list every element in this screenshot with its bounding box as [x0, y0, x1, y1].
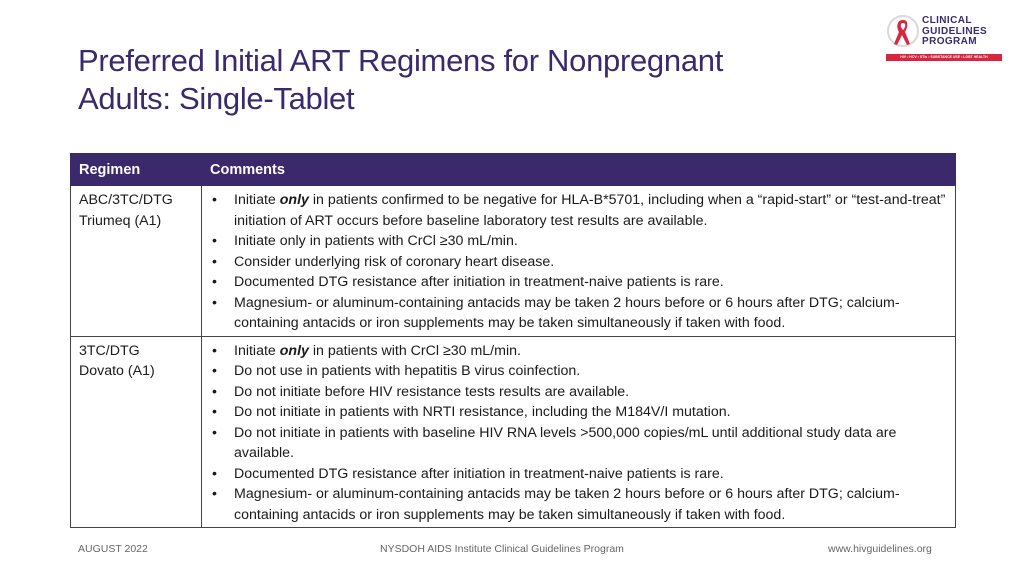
page-title — [78, 42, 878, 118]
list-item: • Documented DTG resistance after initiation in treatment-naive patients is rare. — [210, 272, 947, 293]
logo-tagline: HIV • HCV • STIs • SUBSTANCE USE • LGBT HEALTH — [886, 54, 1002, 61]
list-item: • Consider underlying risk of coronary heart disease. — [210, 252, 947, 273]
list-item: • Initiate only in patients confirmed to be negative for HLA-B*5701, including when a “rapid-start” or “test-and-treat” initiation of ART occurs before baseline laboratory test results are available. — [210, 190, 947, 231]
table-header-row — [71, 154, 956, 186]
comments-cell — [202, 186, 956, 337]
list-item: • Do not initiate before HIV resistance tests results are available. — [210, 382, 947, 403]
list-item: • Do not initiate in patients with baseline HIV RNA levels >500,000 copies/mL until additional study data are available. — [210, 423, 947, 464]
list-item: • Initiate only in patients with CrCl ≥30 mL/min. — [210, 231, 947, 252]
footer-program: NYSDOH AIDS Institute Clinical Guidelines Program — [380, 543, 624, 555]
header-regimen: Regimen — [71, 154, 202, 186]
table-row — [71, 186, 956, 337]
list-item: • Do not use in patients with hepatitis B virus coinfection. — [210, 361, 947, 382]
logo-text: CLINICAL GUIDELINES PROGRAM — [922, 15, 988, 47]
comments-list — [210, 341, 947, 526]
title-line-2: Adults: Single-Tablet — [78, 81, 355, 116]
list-item: • Documented DTG resistance after initiation in treatment-naive patients is rare. — [210, 464, 947, 485]
list-item: • Do not initiate in patients with NRTI resistance, including the M184V/I mutation. — [210, 402, 947, 423]
comments-cell — [202, 336, 956, 528]
regimen-cell: ABC/3TC/DTG Triumeq (A1) — [71, 186, 202, 337]
header-comments: Comments — [202, 154, 956, 186]
regimen-cell: 3TC/DTG Dovato (A1) — [71, 336, 202, 528]
comments-list — [210, 190, 947, 334]
list-item: • Magnesium- or aluminum-containing antacids may be taken 2 hours before or 6 hours after DTG; calcium-containing antacids or iron supplements may be taken simultaneously if taken with food. — [210, 484, 947, 525]
footer-url: www.hivguidelines.org — [828, 543, 932, 555]
red-ribbon-icon — [886, 14, 920, 52]
table-row — [71, 336, 956, 528]
list-item: • Initiate only in patients with CrCl ≥30 mL/min. — [210, 341, 947, 362]
footer-date: AUGUST 2022 — [78, 543, 148, 555]
regimens-table — [70, 153, 956, 528]
clinical-guidelines-logo — [884, 14, 1004, 64]
list-item: • Magnesium- or aluminum-containing antacids may be taken 2 hours before or 6 hours after DTG; calcium-containing antacids or iron supplements may be taken simultaneously if taken with food. — [210, 293, 947, 334]
title-line-1: Preferred Initial ART Regimens for Nonpregnant — [78, 43, 724, 78]
